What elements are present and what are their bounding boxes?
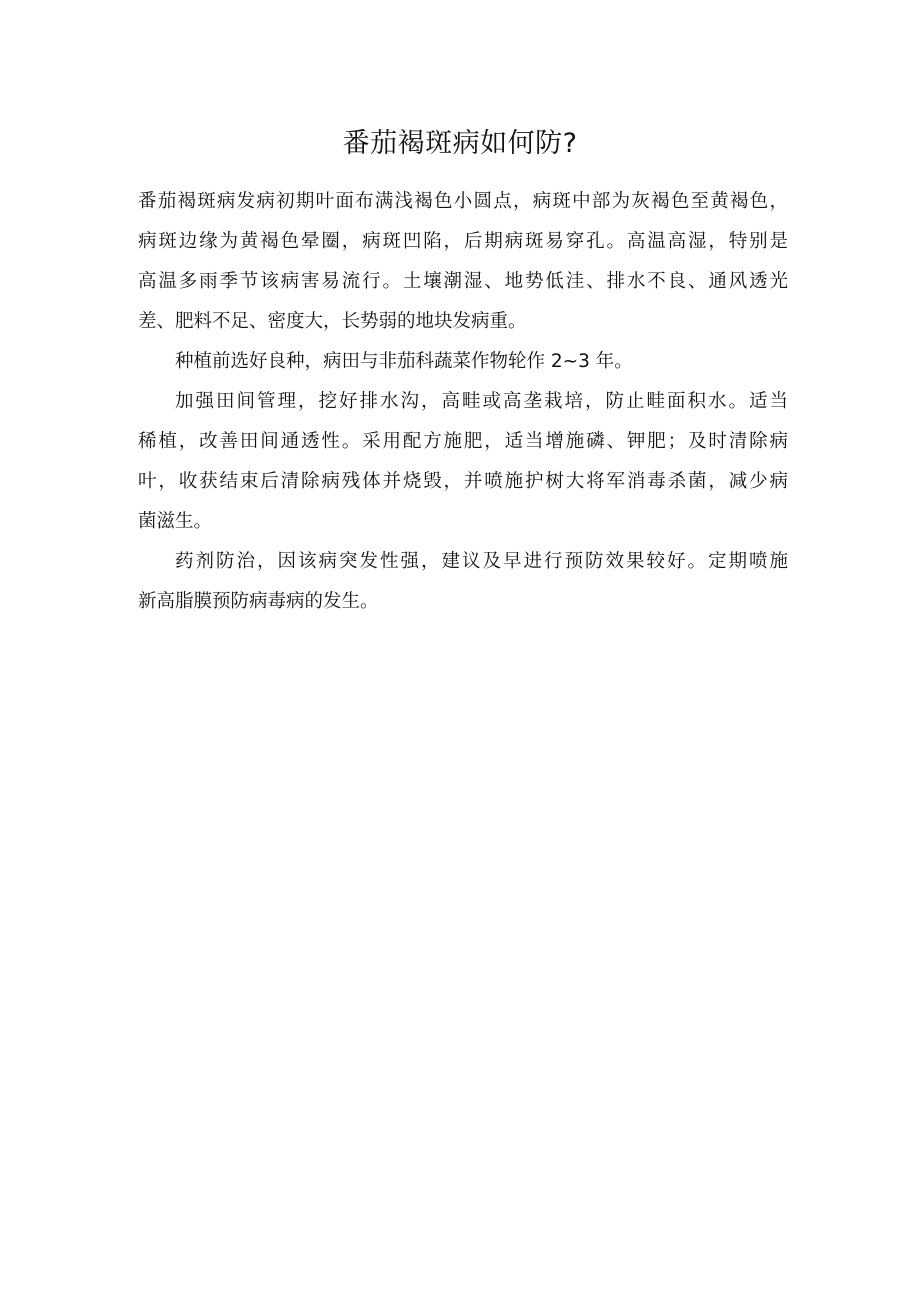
- text-line: 药剂防治，因该病突发性强，建议及早进行预防效果较好。定期喷施: [175, 551, 788, 572]
- text-line: 新高脂膜预防病毒病的发生。: [138, 591, 379, 612]
- text-line: 种植前选好良种，病田与非茄科蔬菜作物轮作 2~3 年。: [175, 351, 633, 372]
- document-title: 番茄褐斑病如何防?: [342, 128, 578, 159]
- text-line: 高温多雨季节该病害易流行。土壤潮湿、地势低洼、排水不良、通风透光: [138, 271, 788, 292]
- text-line: 加强田间管理，挖好排水沟，高畦或高垄栽培，防止畦面积水。适当: [175, 391, 788, 412]
- text-line: 稀植，改善田间通透性。采用配方施肥，适当增施磷、钾肥；及时清除病: [138, 431, 788, 452]
- paragraph-field-management: [138, 382, 788, 542]
- paragraph-symptoms: [138, 182, 788, 342]
- text-line: 病斑边缘为黄褐色晕圈，病斑凹陷，后期病斑易穿孔。高温高湿，特别是: [138, 231, 788, 252]
- paragraph-chemical-control: [138, 542, 788, 622]
- text-line: 番茄褐斑病发病初期叶面布满浅褐色小圆点，病斑中部为灰褐色至黄褐色，: [138, 191, 788, 212]
- text-line: 菌滋生。: [138, 511, 213, 532]
- text-line: 叶，收获结束后清除病残体并烧毁，并喷施护树大将军消毒杀菌，减少病: [138, 471, 788, 492]
- document-body: [138, 182, 788, 622]
- paragraph-seed-selection: [138, 342, 788, 382]
- text-line: 差、肥料不足、密度大，长势弱的地块发病重。: [138, 311, 527, 332]
